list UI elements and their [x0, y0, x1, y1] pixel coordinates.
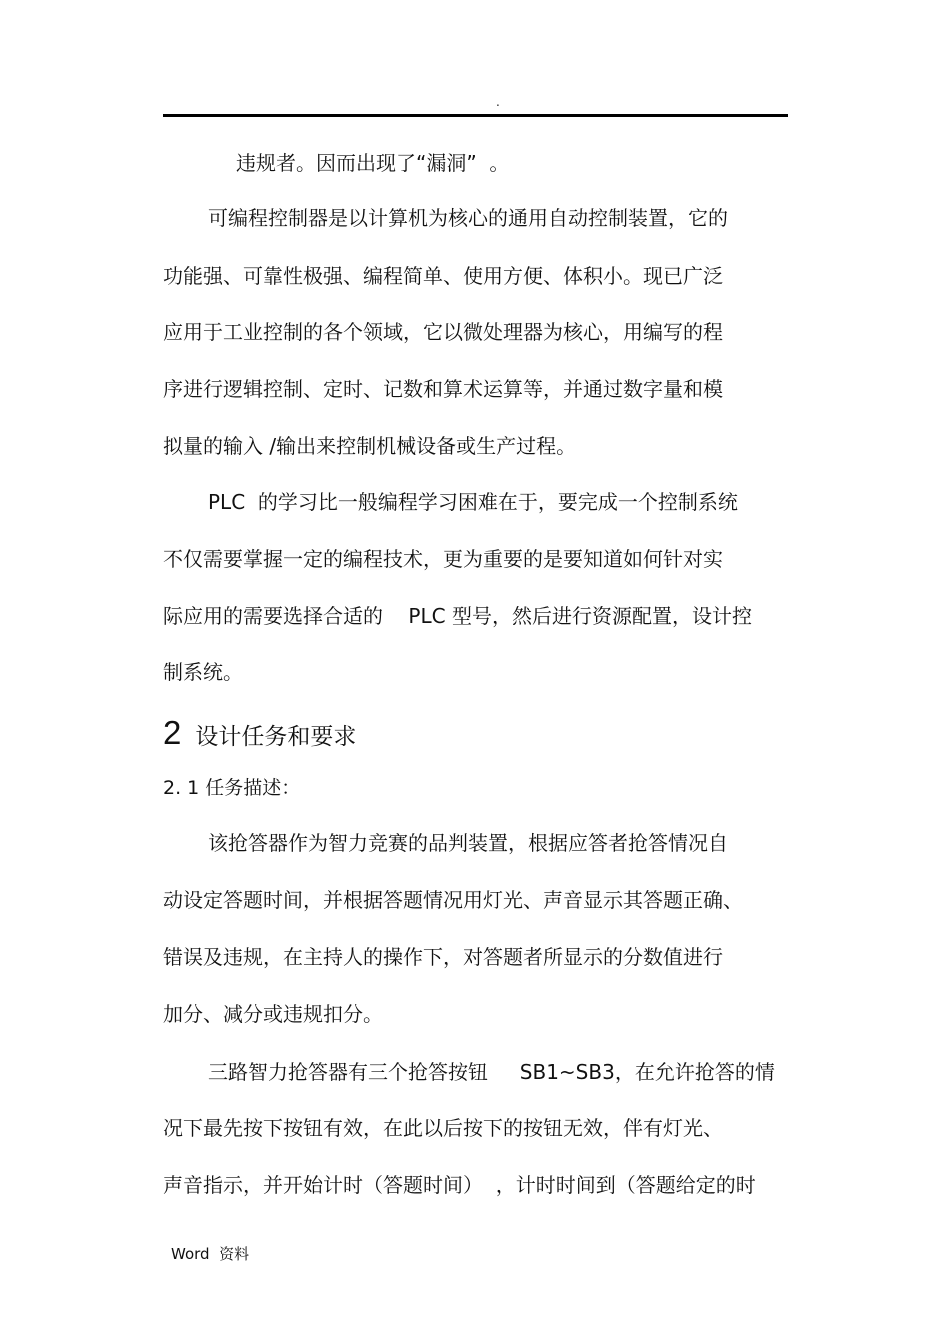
header-dot: .: [496, 95, 500, 109]
body-line-16: 况下最先按下按钮有效，在此以后按下的按钮无效，伴有灯光、: [163, 1116, 723, 1140]
body-line-17: 声音指示，并开始计时（答题时间） ，计时时间到（答题给定的时: [163, 1173, 756, 1197]
body-line-4: 应用于工业控制的各个领域，它以微处理器为核心，用编写的程: [163, 320, 723, 344]
body-line-2: 可编程控制器是以计算机为核心的通用自动控制装置，它的: [208, 206, 728, 230]
body-line-7: PLC 的学习比一般编程学习困难在于，要完成一个控制系统: [208, 490, 738, 514]
subsection-heading: 2. 1 任务描述：: [163, 777, 301, 799]
section-title: 设计任务和要求: [195, 724, 357, 750]
body-line-11: 该抢答器作为智力竞赛的品判装置，根据应答者抢答情况自: [208, 831, 728, 855]
body-line-1: 违规者。因而出现了“漏洞” 。: [236, 151, 510, 175]
footer-text: Word 资料: [171, 1245, 250, 1263]
body-line-6: 拟量的输入 /输出来控制机械设备或生产过程。: [163, 434, 577, 458]
body-line-9: 际应用的需要选择合适的 PLC 型号，然后进行资源配置，设计控: [163, 604, 752, 628]
body-line-15: 三路智力抢答器有三个抢答按钮 SB1~SB3，在允许抢答的情: [208, 1060, 775, 1084]
body-line-14: 加分、减分或违规扣分。: [163, 1002, 383, 1026]
header-rule: [163, 114, 788, 117]
body-line-8: 不仅需要掌握一定的编程技术，更为重要的是要知道如何针对实: [163, 547, 723, 571]
body-line-3: 功能强、可靠性极强、编程简单、使用方便、体积小。现已广泛: [163, 264, 723, 288]
body-line-13: 错误及违规，在主持人的操作下，对答题者所显示的分数值进行: [163, 945, 723, 969]
body-line-5: 序进行逻辑控制、定时、记数和算术运算等，并通过数字量和模: [163, 377, 723, 401]
body-line-12: 动设定答题时间，并根据答题情况用灯光、声音显示其答题正确、: [163, 888, 743, 912]
body-line-10: 制系统。: [163, 660, 243, 684]
section-heading: [163, 715, 356, 752]
section-number: 2: [163, 714, 182, 751]
